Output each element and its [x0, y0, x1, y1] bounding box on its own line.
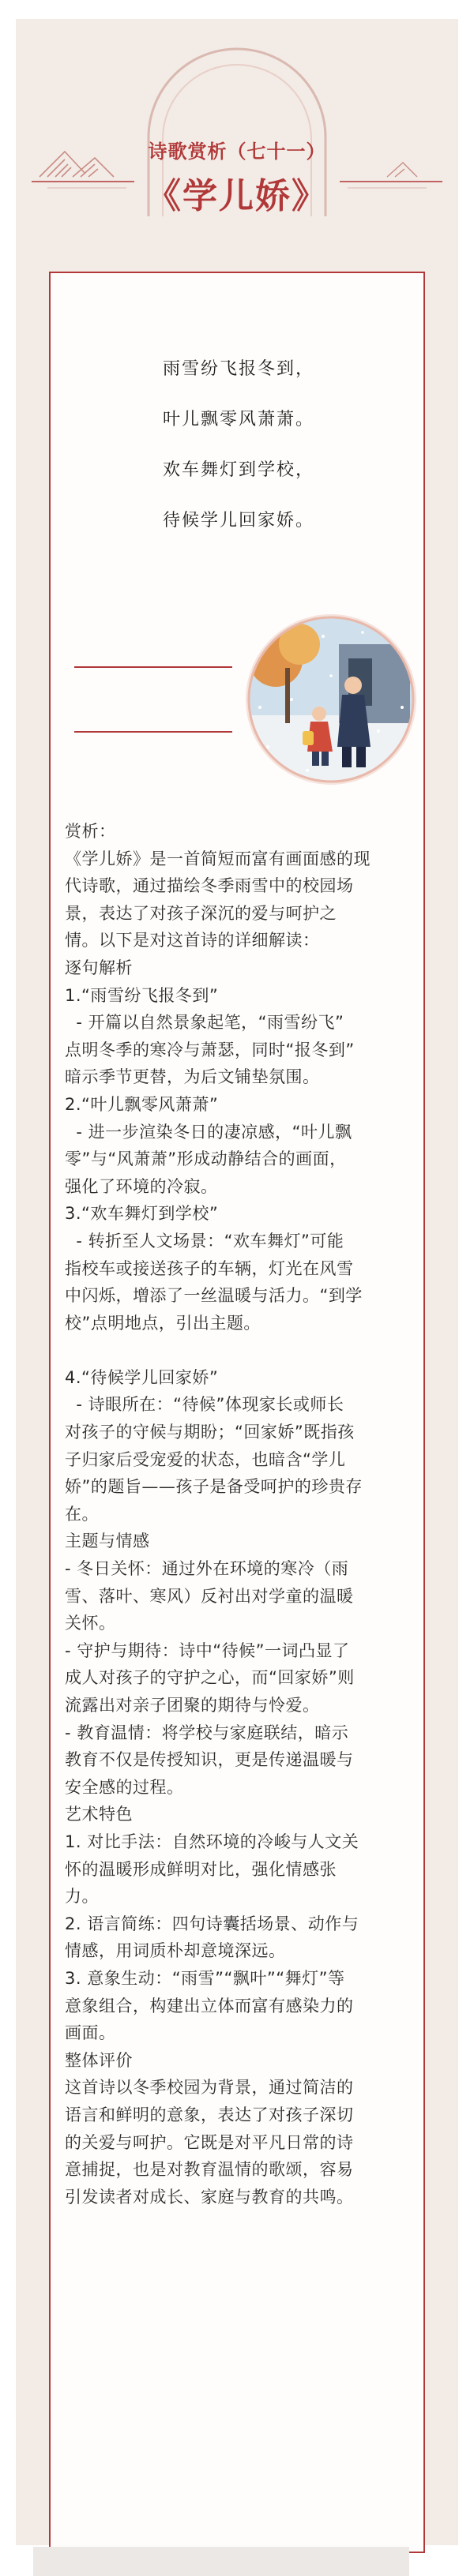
analysis-line: 关怀。: [65, 1614, 116, 1633]
analysis-line: 3. 意象生动：“雨雪”“飘叶”“舞灯”等: [65, 1968, 345, 1988]
analysis-line: 零”与“风萧萧”形成动静结合的画面，: [65, 1149, 347, 1169]
analysis-line: 情感，用词质朴却意境深远。: [65, 1941, 286, 1961]
analysis-line: 情。以下是对这首诗的详细解读：: [65, 931, 320, 951]
analysis-line: - 进一步渲染冬日的凄凉感，“叶儿飘: [65, 1122, 352, 1142]
analysis-text: [65, 818, 412, 2210]
series-title: 诗歌赏析（七十一）: [148, 141, 326, 163]
analysis-line: 引发读者对成长、家庭与教育的共鸣。: [65, 2187, 354, 2207]
analysis-line: 主题与情感: [65, 1532, 150, 1551]
analysis-line: 4.“待候学儿回家娇”: [65, 1367, 219, 1387]
analysis-line: 意捕捉，也是对教育温情的歌颂，容易: [65, 2160, 354, 2180]
poem-line: 雨雪纷飞报冬到，: [162, 359, 314, 379]
analysis-line: 代诗歌，通过描绘冬季雨雪中的校园场: [65, 876, 354, 896]
analysis-line: - 诗眼所在：“待候”体现家长或师长: [65, 1395, 344, 1415]
bottom-strip: [33, 2547, 409, 2576]
analysis-line: 1. 对比手法：自然环境的冷峻与人文关: [65, 1832, 359, 1851]
analysis-line: 语言和鲜明的意象，表达了对孩子深切: [65, 2105, 354, 2124]
analysis-line: 安全感的过程。: [65, 1777, 184, 1797]
analysis-line: 2. 语言简练：四句诗囊括场景、动作与: [65, 1914, 359, 1933]
divider-line: [74, 731, 232, 733]
analysis-line: - 开篇以自然景象起笔，“雨雪纷飞”: [65, 1013, 344, 1033]
analysis-line: 赏析：: [65, 822, 116, 841]
analysis-line: 中闪烁，增添了一丝温暖与活力。“到学: [65, 1286, 363, 1306]
analysis-line: - 教育温情：将学校与家庭联结，暗示: [65, 1723, 349, 1742]
poem-block: [51, 344, 427, 546]
analysis-line: - 转折至人文场景：“欢车舞灯”可能: [65, 1231, 344, 1251]
analysis-line: 这首诗以冬季校园为背景，通过简洁的: [65, 2078, 354, 2098]
analysis-line: 对孩子的守候与期盼；“回家娇”既指孩: [65, 1423, 355, 1442]
analysis-line: 艺术特色: [65, 1805, 133, 1824]
poem-title: 《学儿娇》: [146, 176, 328, 216]
analysis-line: 3.“欢车舞灯到学校”: [65, 1204, 219, 1224]
analysis-line: 力。: [65, 1887, 99, 1907]
analysis-line: 雪、落叶、寒风）反衬出对学童的温暖: [65, 1586, 354, 1606]
analysis-line: - 守护与期待：诗中“待候”一词凸显了: [65, 1640, 350, 1660]
divider-line: [74, 666, 232, 668]
analysis-line: 在。: [65, 1504, 99, 1524]
analysis-line: 意象组合，构建出立体而富有感染力的: [65, 1996, 354, 2015]
analysis-line: 的关爱与呵护。它既是对平凡日常的诗: [65, 2132, 354, 2152]
page-sheet: [16, 19, 458, 2545]
analysis-line: 点明冬季的寒冷与萧瑟，同时“报冬到”: [65, 1040, 355, 1059]
analysis-line: 画面。: [65, 2023, 116, 2043]
content-panel: [49, 272, 425, 2553]
header: [16, 19, 458, 264]
analysis-line: 整体评价: [65, 2050, 133, 2070]
analysis-line: 教育不仅是传授知识，更是传递温暖与: [65, 1750, 354, 1770]
analysis-line: 景，表达了对孩子深沉的爱与呵护之: [65, 903, 337, 923]
analysis-line: 指校车或接送孩子的车辆，灯光在风雪: [65, 1258, 354, 1278]
poem-line: 欢车舞灯到学校，: [162, 460, 314, 480]
analysis-line: 成人对孩子的守护之心，而“回家娇”则: [65, 1668, 355, 1688]
analysis-line: 1.“雨雪纷飞报冬到”: [65, 985, 219, 1005]
poem-line: 待候学儿回家娇。: [162, 511, 314, 531]
analysis-line: 强化了环境的冷寂。: [65, 1176, 218, 1196]
analysis-line: 怀的温暖形成鲜明对比，强化情感张: [65, 1859, 337, 1879]
analysis-line: 暗示季节更替，为后文铺垫氛围。: [65, 1067, 320, 1087]
analysis-line: 逐句解析: [65, 958, 133, 977]
poem-line: 叶儿飘零风萧萧。: [162, 410, 314, 429]
parent-and-child-in-snow-illustration-icon: [244, 613, 418, 786]
analysis-line: 《学儿娇》是一首简短而富有画面感的现: [65, 849, 371, 868]
analysis-line: 子归家后受宠爱的状态，也暗含“学儿: [65, 1449, 346, 1469]
analysis-line: - 冬日关怀：通过外在环境的寒冷（雨: [65, 1559, 349, 1579]
analysis-line: 2.“叶儿飘零风萧萧”: [65, 1094, 219, 1114]
analysis-line: [65, 1337, 412, 1364]
analysis-line: 流露出对亲子团聚的期待与怜爱。: [65, 1696, 320, 1715]
analysis-line: 校”点明地点，引出主题。: [65, 1313, 261, 1333]
analysis-line: 娇”的题旨——孩子是备受呵护的珍贵存: [65, 1477, 363, 1497]
